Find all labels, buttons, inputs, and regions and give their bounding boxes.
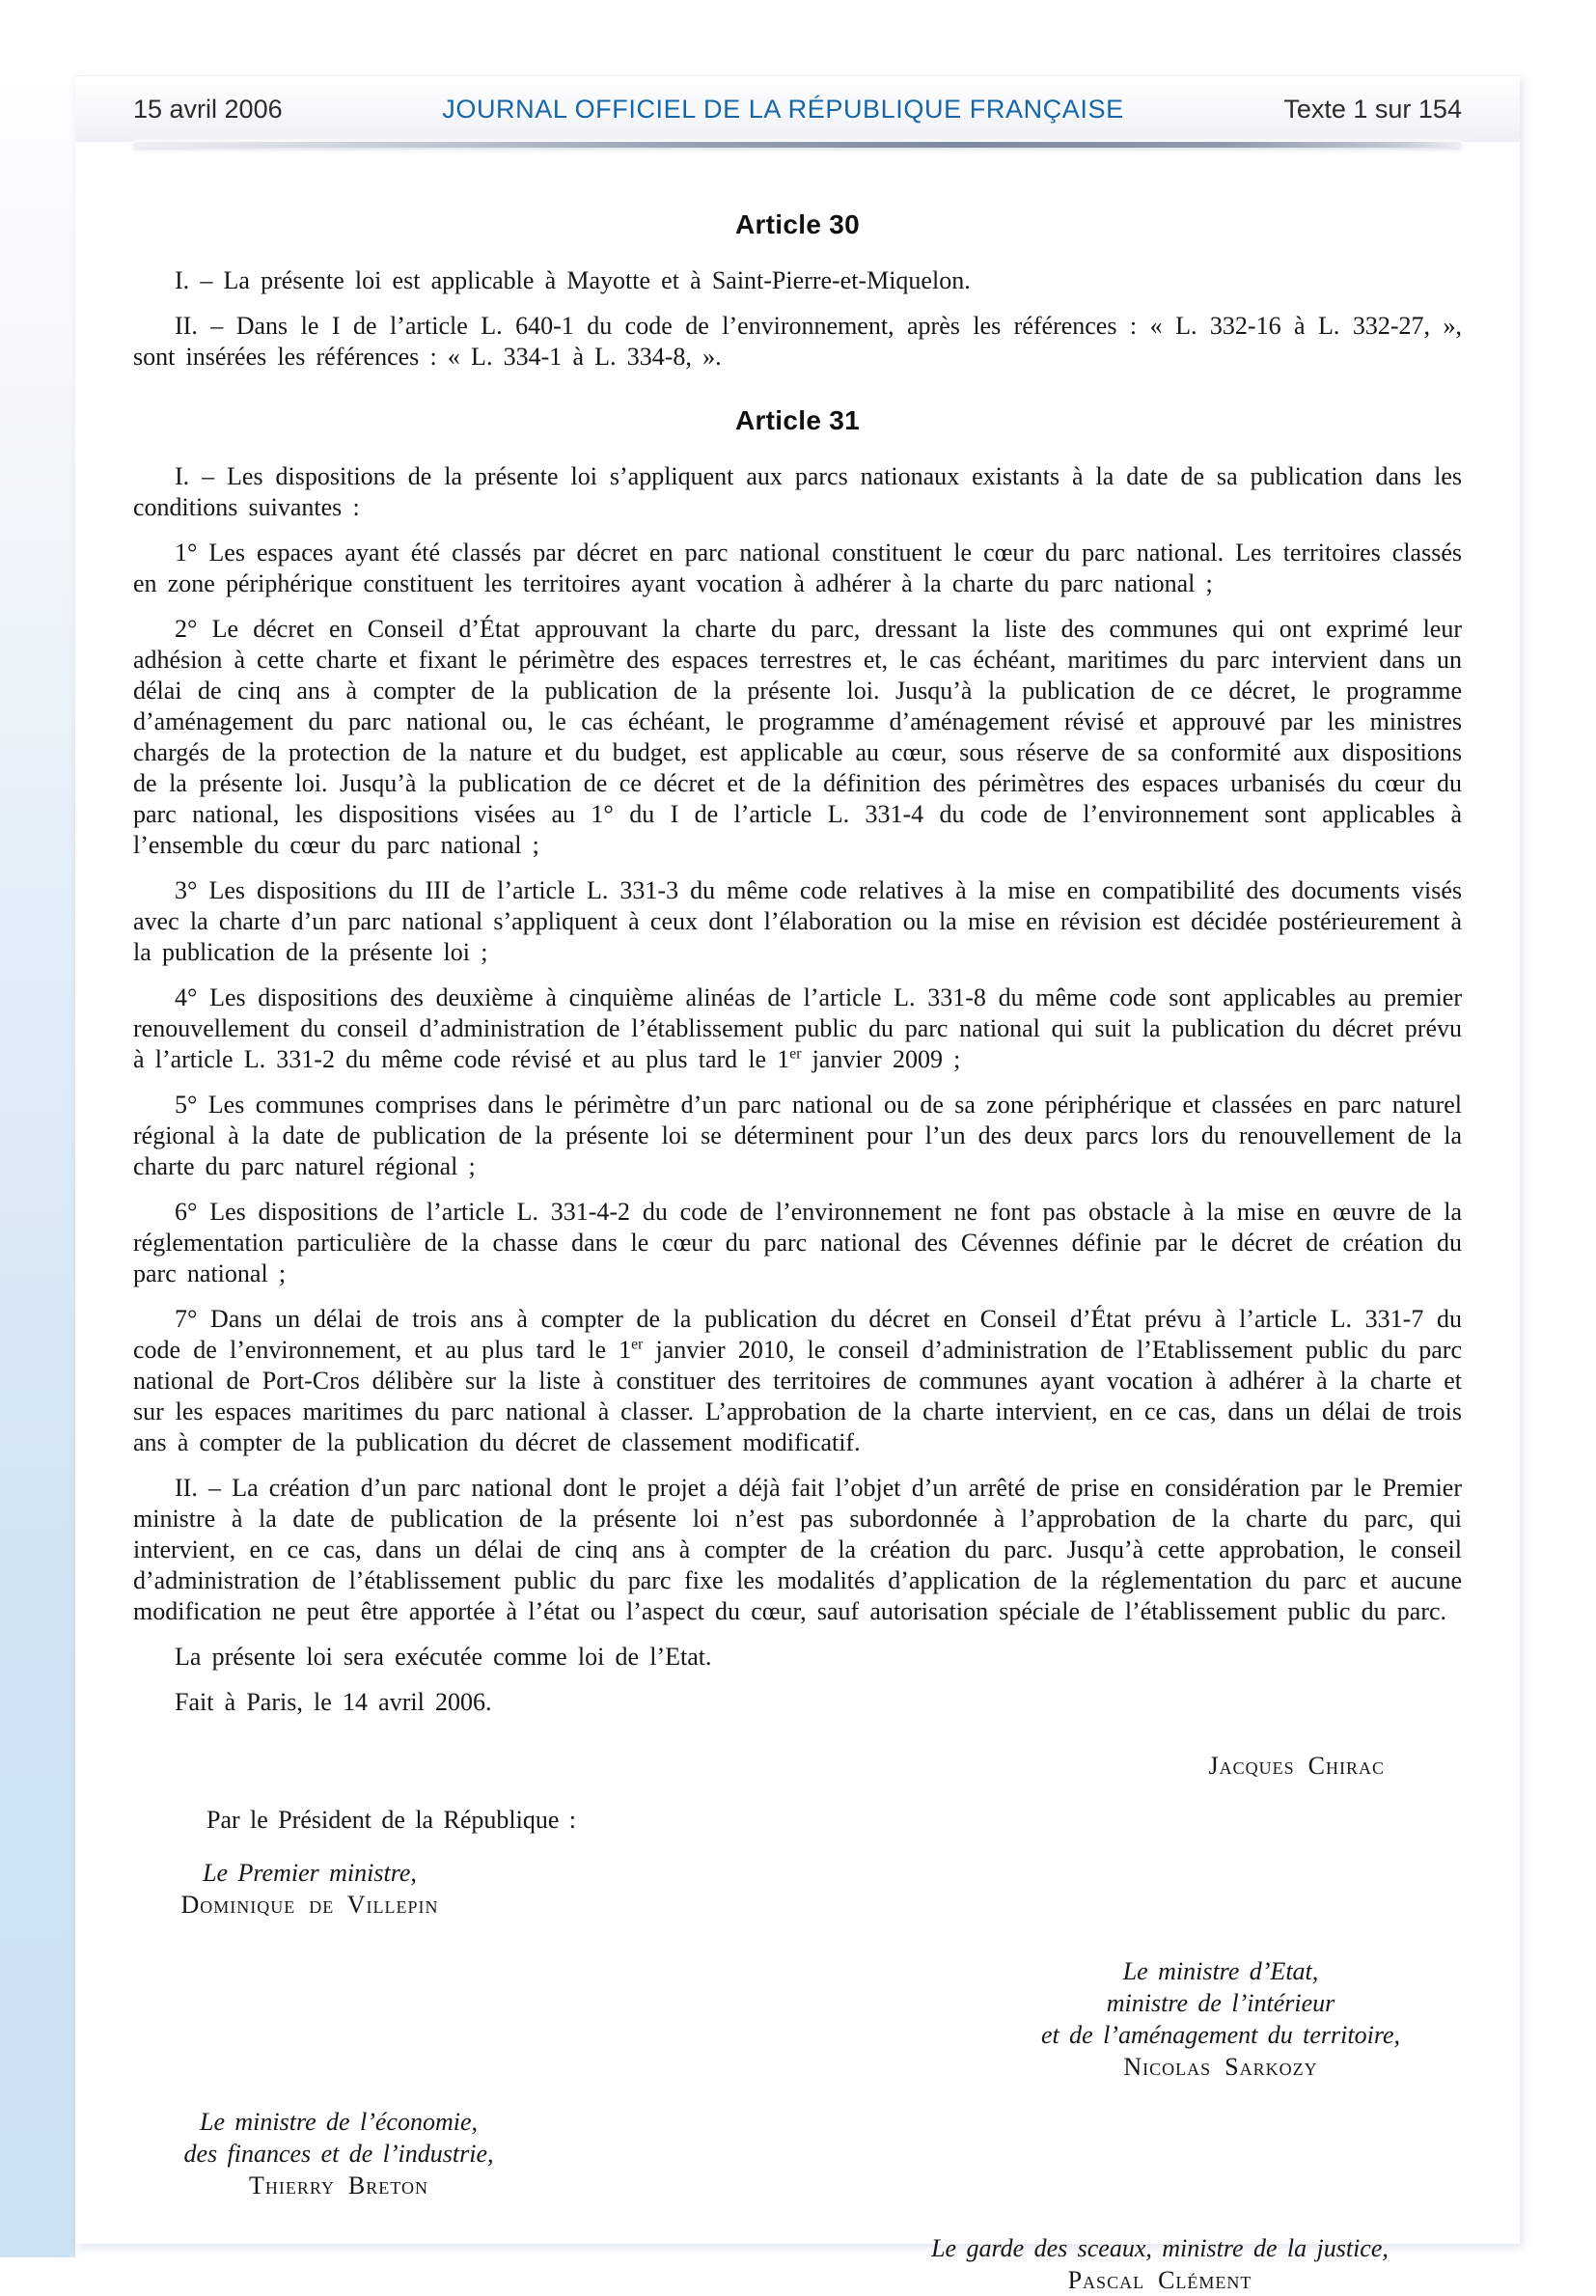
interior-title-line3: et de l’aménagement du territoire, xyxy=(1040,2021,1401,2049)
header-date: 15 avril 2006 xyxy=(133,94,283,124)
signature-byline: Par le Président de la République : xyxy=(206,1806,576,1834)
article-31-paragraph-5: 4° Les dispositions des deuxième à cinquième alinéas de l’article L. 331-8 du même code sont applicables au premier renouvellement du conseil d’administration de l’établissement public du parc national qui suit la publication du décret prévu à l’article L. 331-2 du même code révisé et au plus tard le 1er janvier 2009 ; xyxy=(133,983,1462,1073)
document-content xyxy=(75,148,1520,2296)
article-31-paragraph-3: 2° Le décret en Conseil d’État approuvant la charte du parc, dressant la liste des communes qui ont exprimé leur adhésion à cette charte et fixant le périmètre des espaces terrestres et, le cas échéant, maritimes du parc intervient dans un délai de cinq ans à compter de la publication de la présente loi. Jusqu’à la publication de ce décret, le programme d’aménagement du parc national ou, le cas échéant, le programme d’aménagement révisé et approuvé par les ministres chargés de la protection de la nature et du budget, est applicable au cœur, sous réserve de sa conformité aux dispositions de la présente loi. Jusqu’à la publication de ce décret et de la définition des périmètres des espaces urbanisés du cœur du parc national, les dispositions visées au 1° du I de l’article L. 331-4 du code de l’environnement sont applicables à l’ensemble du cœur du parc national ; xyxy=(133,615,1462,859)
signature-prime-minister xyxy=(141,1857,479,1921)
economy-title-line2: des finances et de l’industrie, xyxy=(183,2140,494,2168)
article-31-paragraph-8: 7° Dans un délai de trois ans à compter de la publication du décret en Conseil d’État prévu à l’article L. 331-7 du code de l’environnement, et au plus tard le 1er janvier 2010, le conseil d’administration de l’Etablissement public du parc national de Port-Cros délibère sur la liste à constituer des territoires de communes ayant vocation à adhérer à la charte et sur les espaces maritimes du parc national à classer. L’approbation de la charte intervient, en ce cas, dans un délai de trois ans à compter de la publication du décret de classement modificatif. xyxy=(133,1305,1462,1456)
interior-minister-name: Nicolas Sarkozy xyxy=(1123,2053,1318,2081)
article-30-paragraph-2: II. – Dans le I de l’article L. 640-1 du code de l’environnement, après les références : « L. 332-16 à L. 332-27, », sont insérées les références : « L. 334-1 à L. 334-8, ». xyxy=(133,312,1462,371)
closing-execution-line: La présente loi sera exécutée comme loi de l’Etat. xyxy=(175,1643,712,1671)
article-31-paragraph-2: 1° Les espaces ayant été classés par décret en parc national constituent le cœur du parc national. Les territoires classés en zone périphérique constituent les territoires ayant vocation à adhérer à la charte du parc national ; xyxy=(133,539,1462,597)
signature-economy-minister xyxy=(141,2106,537,2201)
page-header xyxy=(75,76,1520,142)
signatures-section xyxy=(133,1751,1462,2296)
article-30-paragraph-1: I. – La présente loi est applicable à Mayotte et à Saint-Pierre-et-Miquelon. xyxy=(175,266,971,294)
prime-minister-name: Dominique de Villepin xyxy=(180,1891,439,1919)
signature-president-name: Jacques Chirac xyxy=(1208,1752,1385,1780)
article-31-paragraph-9: II. – La création d’un parc national dont le projet a déjà fait l’objet d’un arrêté de prise en considération par le Premier ministre à la date de publication de la présente loi n’est pas subordonnée à l’approbation de la charte du parc, qui intervient, en ce cas, dans un délai de cinq ans à compter de la création du parc. Jusqu’à cette approbation, le conseil d’administration de l’établissement public du parc fixe les modalités d’application de la réglementation du parc et aucune modification ne peut être apportée à l’état ou l’aspect du cœur, sauf autorisation spéciale de l’établissement public du parc. xyxy=(133,1474,1462,1625)
document-sheet xyxy=(75,75,1520,2294)
article-31-paragraph-6: 5° Les communes comprises dans le périmètre d’un parc national ou de sa zone périphérique et classées en parc naturel régional à la date de publication de la présente loi se déterminent pour l’un des deux parcs lors du renouvellement de la charte du parc naturel régional ; xyxy=(133,1091,1462,1180)
left-gradient-strip xyxy=(0,0,75,2257)
economy-title-line1: Le ministre de l’économie, xyxy=(199,2108,478,2136)
closing-place-date: Fait à Paris, le 14 avril 2006. xyxy=(175,1688,492,1716)
interior-title-line2: ministre de l’intérieur xyxy=(1106,1989,1335,2017)
article-31-paragraph-7: 6° Les dispositions de l’article L. 331-4-2 du code de l’environnement ne font pas obstacle à la mise en œuvre de la réglementation particulière de la chasse dans le cœur du parc national des Cévennes définie par le décret de création du parc national ; xyxy=(133,1198,1462,1287)
header-texte-number: Texte 1 sur 154 xyxy=(1283,94,1462,124)
article-30-heading: Article 30 xyxy=(734,209,861,239)
article-31-paragraph-4: 3° Les dispositions du III de l’article L. 331-3 du même code relatives à la mise en compatibilité des documents visés avec la charte d’un parc national s’appliquent à ceux dont l’élaboration ou la mise en révision est décidée postérieurement à la publication de la présente loi ; xyxy=(133,876,1462,966)
article-31-paragraph-1: I. – Les dispositions de la présente loi s’appliquent aux parcs nationaux existants à la date de sa publication dans les conditions suivantes : xyxy=(133,462,1462,521)
signature-interior-minister xyxy=(989,1955,1452,2083)
justice-minister-name: Pascal Clément xyxy=(1067,2266,1252,2294)
journal-title: JOURNAL OFFICIEL DE LA RÉPUBLIQUE FRANÇAISE xyxy=(442,94,1124,124)
interior-title-line1: Le ministre d’Etat, xyxy=(1122,1957,1319,1985)
prime-minister-title: Le Premier ministre, xyxy=(203,1859,417,1887)
economy-minister-name: Thierry Breton xyxy=(249,2172,428,2199)
article-31-heading: Article 31 xyxy=(734,405,861,435)
justice-title-line1: Le garde des sceaux, ministre de la justice, xyxy=(931,2234,1389,2262)
signature-justice-minister xyxy=(875,2232,1445,2296)
